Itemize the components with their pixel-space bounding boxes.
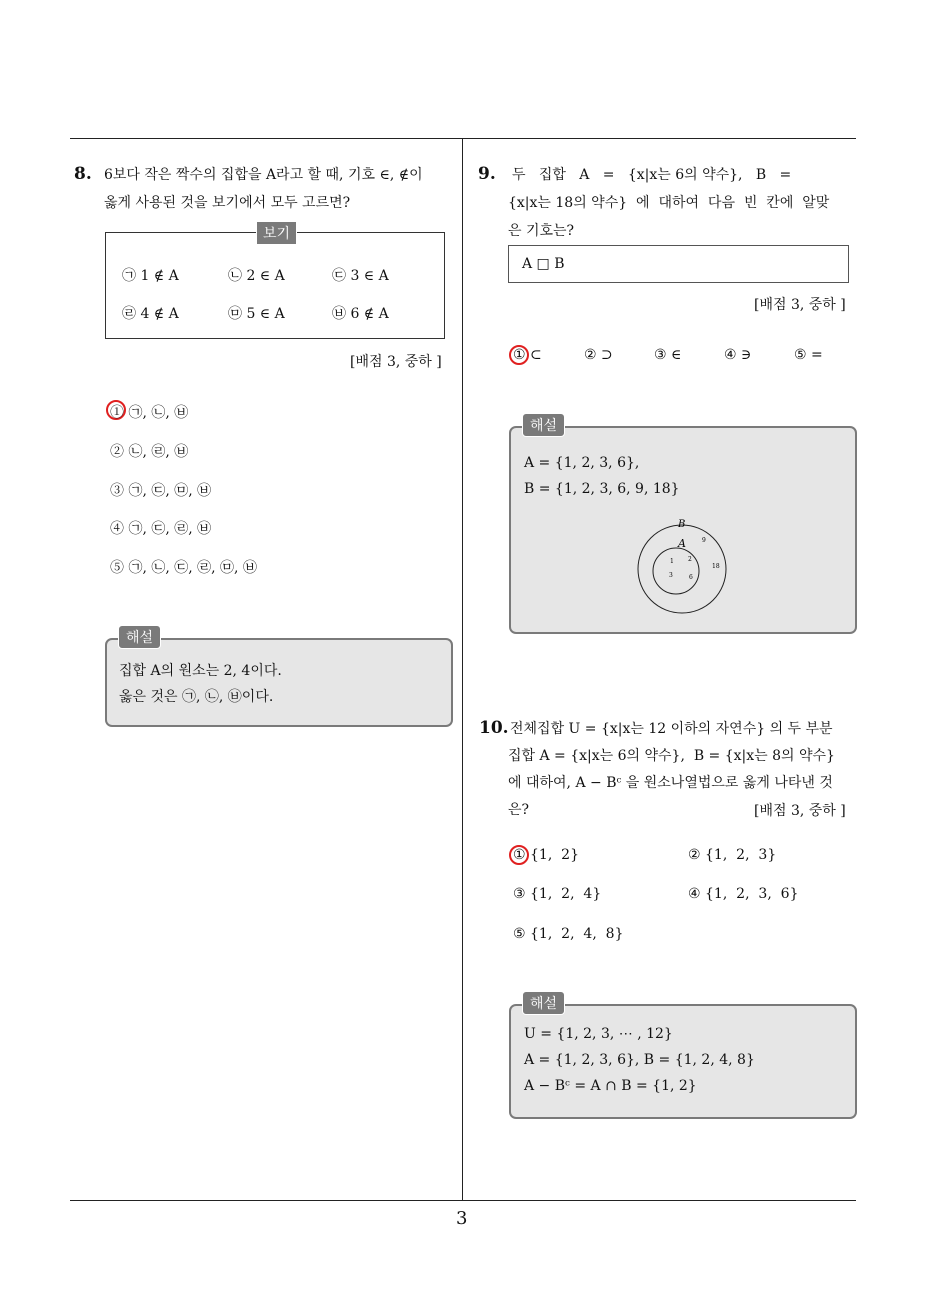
q8-text-line2: 옳게 사용된 것을 보기에서 모두 고르면? — [104, 195, 351, 211]
q10-number: 10. — [479, 718, 509, 738]
q10-option-4[interactable]: ④ {1, 2, 3, 6} — [688, 886, 799, 902]
q10-option-3[interactable]: ③ {1, 2, 4} — [513, 886, 602, 902]
q10-option-2[interactable]: ② {1, 2, 3} — [688, 847, 777, 863]
q9-option-4[interactable]: ④ ∋ — [724, 347, 752, 363]
q10-explanation-line2: A = {1, 2, 3, 6}, B = {1, 2, 4, 8} — [524, 1052, 755, 1068]
q8-explanation-line2: 옳은 것은 ㉠, ㉡, ㉥이다. — [119, 689, 274, 705]
q8-bogi-item-4: ㉣ 4 ∉ A — [122, 306, 179, 322]
q8-option-1[interactable]: ① ㉠, ㉡, ㉥ — [110, 405, 189, 421]
q8-option-2[interactable]: ② ㉡, ㉣, ㉥ — [110, 444, 189, 460]
q8-bogi-item-3: ㉢ 3 ∈ A — [332, 268, 389, 284]
q9-explanation-label: 해설 — [522, 413, 565, 437]
q8-bogi-item-2: ㉡ 2 ∈ A — [228, 268, 285, 284]
page-number: 3 — [456, 1208, 468, 1229]
q9-option-5[interactable]: ⑤ = — [794, 347, 823, 363]
q8-number: 8. — [74, 164, 92, 184]
venn-elem-1: 1 — [670, 558, 674, 565]
q9-venn-diagram — [630, 513, 734, 617]
q10-explanation-label: 해설 — [522, 991, 565, 1015]
q9-text-line3: 은 기호는? — [508, 223, 575, 239]
q10-score: [배점 3, 중하 ] — [754, 803, 846, 819]
q8-bogi-item-1: ㉠ 1 ∉ A — [122, 268, 179, 284]
q9-option-1[interactable]: ① ⊂ — [513, 347, 542, 363]
q8-option-3[interactable]: ③ ㉠, ㉢, ㉤, ㉥ — [110, 483, 212, 499]
bottom-rule — [70, 1200, 856, 1201]
q10-text-line1: 전체집합 U = {x|x는 12 이하의 자연수} 의 두 부분 — [510, 721, 833, 737]
q8-bogi-label: 보기 — [256, 221, 297, 245]
q10-text-line3: 에 대하여, A − Bᶜ 을 원소나열법으로 옳게 나타낸 것 — [508, 775, 833, 791]
q8-bogi-item-5: ㉤ 5 ∈ A — [228, 306, 285, 322]
q10-option-1[interactable]: ① {1, 2} — [513, 847, 579, 863]
venn-outer-label: B — [678, 519, 686, 530]
venn-elem-2: 2 — [688, 556, 692, 563]
q8-bogi-item-6: ㉥ 6 ∉ A — [332, 306, 389, 322]
q8-explanation-line1: 집합 A의 원소는 2, 4이다. — [119, 663, 282, 679]
column-divider — [462, 138, 463, 1200]
venn-elem-18: 18 — [712, 563, 720, 570]
q9-option-2[interactable]: ② ⊃ — [584, 347, 613, 363]
q9-text-line1: 두 집합 A = {x|x는 6의 약수}, B = — [512, 167, 792, 183]
q9-explanation-line1: A = {1, 2, 3, 6}, — [524, 455, 640, 471]
q10-option-5[interactable]: ⑤ {1, 2, 4, 8} — [513, 926, 624, 942]
q9-score: [배점 3, 중하 ] — [754, 297, 846, 313]
q8-score: [배점 3, 중하 ] — [350, 354, 442, 370]
venn-elem-3: 3 — [669, 572, 673, 579]
q10-text-line2: 집합 A = {x|x는 6의 약수}, B = {x|x는 8의 약수} — [508, 748, 835, 764]
q9-number: 9. — [478, 164, 496, 184]
q9-answer-box-text: A □ B — [522, 256, 565, 272]
top-rule — [70, 138, 856, 139]
q8-explanation-box — [105, 638, 453, 727]
venn-inner-circle — [653, 548, 699, 594]
venn-elem-6: 6 — [689, 574, 693, 581]
q9-option-3[interactable]: ③ ∈ — [654, 347, 682, 363]
q8-option-4[interactable]: ④ ㉠, ㉢, ㉣, ㉥ — [110, 521, 212, 537]
q9-text-line2: {x|x는 18의 약수} 에 대하여 다음 빈 칸에 알맞 — [508, 195, 830, 211]
q10-explanation-line3: A − Bᶜ = A ∩ B = {1, 2} — [524, 1078, 697, 1094]
q10-explanation-line1: U = {1, 2, 3, ⋯ , 12} — [524, 1026, 673, 1042]
venn-inner-label: A — [678, 537, 686, 550]
q9-explanation-line2: B = {1, 2, 3, 6, 9, 18} — [524, 481, 680, 497]
q8-option-5[interactable]: ⑤ ㉠, ㉡, ㉢, ㉣, ㉤, ㉥ — [110, 560, 257, 576]
q8-explanation-label: 해설 — [118, 625, 161, 649]
q8-text-line1: 6보다 작은 짝수의 집합을 A라고 할 때, 기호 ∈, ∉이 — [104, 167, 423, 183]
q10-text-line4: 은? — [508, 802, 530, 818]
venn-elem-9: 9 — [702, 537, 706, 544]
